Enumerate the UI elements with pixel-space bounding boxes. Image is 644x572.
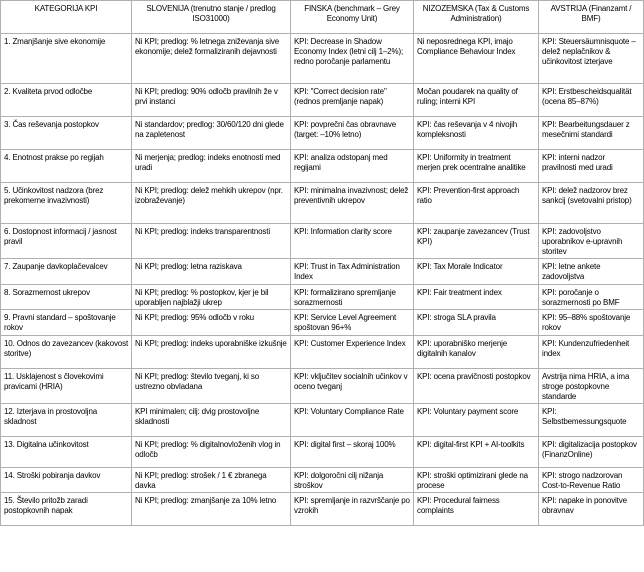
- cell-austria: KPI: letne ankete zadovoljstva: [539, 259, 644, 285]
- cell-finland: KPI: povprečni čas obravnave (target: –10% letno): [291, 117, 414, 150]
- cell-category: 2. Kvaliteta prvod odločbe: [1, 84, 132, 117]
- table-row: [1, 404, 644, 437]
- cell-slovenia: Ni KPI; predlog: letna raziskava: [132, 259, 291, 285]
- cell-slovenia: Ni KPI; predlog: % letnega zniževanja sive ekonomije; delež formaliziranih dejavnosti: [132, 34, 291, 84]
- cell-netherlands: Močan poudarek na quality of ruling; interni KPI: [414, 84, 539, 117]
- cell-austria: KPI: 95–88% spoštovanje rokov: [539, 310, 644, 336]
- cell-netherlands: KPI: čas reševanja v 4 nivojih kompleksnosti: [414, 117, 539, 150]
- cell-slovenia: Ni KPI; predlog: % digitalnovloženih vlog in odločb: [132, 437, 291, 468]
- table-row: [1, 259, 644, 285]
- cell-category: 5. Učinkovitost nadzora (brez prekomerne invazivnosti): [1, 183, 132, 224]
- cell-category: 15. Število pritožb zaradi postopkovnih napak: [1, 493, 132, 526]
- table-row: [1, 336, 644, 369]
- cell-austria: KPI: Bearbeitungsdauer z mesečnimi standardi: [539, 117, 644, 150]
- table-row: [1, 84, 644, 117]
- cell-slovenia: KPI minimalen; cilj: dvig prostovoljne skladnosti: [132, 404, 291, 437]
- cell-netherlands: Ni neposrednega KPI, imajo Compliance Behaviour Index: [414, 34, 539, 84]
- cell-netherlands: KPI: Fair treatment index: [414, 285, 539, 310]
- cell-category: 12. Izterjava in prostovoljna skladnost: [1, 404, 132, 437]
- cell-finland: KPI: digital first – skoraj 100%: [291, 437, 414, 468]
- cell-austria: KPI: Kundenzufriedenheit index: [539, 336, 644, 369]
- table-row: [1, 183, 644, 224]
- cell-finland: KPI: Customer Experience Index: [291, 336, 414, 369]
- table-row: [1, 310, 644, 336]
- cell-category: 4. Enotnost prakse po regijah: [1, 150, 132, 183]
- cell-austria: KPI: zadovoljstvo uporabnikov e-upravnih storitev: [539, 224, 644, 259]
- cell-slovenia: Ni KPI; predlog: delež mehkih ukrepov (npr. izobraževanje): [132, 183, 291, 224]
- cell-finland: KPI: formalizirano spremljanje sorazmernosti: [291, 285, 414, 310]
- cell-finland: KPI: Voluntary Compliance Rate: [291, 404, 414, 437]
- cell-finland: KPI: vključitev socialnih učinkov v oceno tveganj: [291, 369, 414, 404]
- cell-austria: Avstrija nima HRIA, a ima stroge postopkovne standarde: [539, 369, 644, 404]
- cell-finland: KPI: Decrease in Shadow Economy Index (letni cilj 1–2%); redno poročanje parlamentu: [291, 34, 414, 84]
- cell-austria: KPI: poročanje o sorazmernosti po BMF: [539, 285, 644, 310]
- cell-slovenia: Ni KPI; predlog: 95% odločb v roku: [132, 310, 291, 336]
- table-row: [1, 493, 644, 526]
- table-row: [1, 224, 644, 259]
- cell-austria: KPI: strogo nadzorovan Cost-to-Revenue Ratio: [539, 468, 644, 493]
- cell-slovenia: Ni KPI; predlog: število tveganj, ki so ustrezno obvladana: [132, 369, 291, 404]
- cell-finland: KPI: analiza odstopanj med regijami: [291, 150, 414, 183]
- cell-netherlands: KPI: zaupanje zavezancev (Trust KPI): [414, 224, 539, 259]
- cell-netherlands: KPI: Procedural fairness complaints: [414, 493, 539, 526]
- cell-category: 14. Stroški pobiranja davkov: [1, 468, 132, 493]
- header-austria: AVSTRIJA (Finanzamt / BMF): [539, 1, 644, 34]
- cell-category: 3. Čas reševanja postopkov: [1, 117, 132, 150]
- table-row: [1, 150, 644, 183]
- cell-austria: KPI: delež nadzorov brez sankcij (svetovalni pristop): [539, 183, 644, 224]
- cell-austria: KPI: Selbstbemessungsquote: [539, 404, 644, 437]
- cell-finland: KPI: Information clarity score: [291, 224, 414, 259]
- cell-austria: KPI: Steuersäumnisquote – delež neplačnikov & učinkovitost izterjave: [539, 34, 644, 84]
- cell-slovenia: Ni KPI; predlog: indeks uporabniške izkušnje: [132, 336, 291, 369]
- cell-netherlands: KPI: Prevention-first approach ratio: [414, 183, 539, 224]
- cell-netherlands: KPI: stroga SLA pravila: [414, 310, 539, 336]
- cell-netherlands: KPI: ocena pravičnosti postopkov: [414, 369, 539, 404]
- cell-category: 7. Zaupanje davkoplačevalcev: [1, 259, 132, 285]
- cell-slovenia: Ni KPI; predlog: indeks transparentnosti: [132, 224, 291, 259]
- cell-netherlands: KPI: Uniformity in treatment merjen prek ocentralne analitike: [414, 150, 539, 183]
- cell-slovenia: Ni KPI; predlog: % postopkov, kjer je bil uporabljen najblažji ukrep: [132, 285, 291, 310]
- cell-finland: KPI: spremljanje in razvrščanje po vzrokih: [291, 493, 414, 526]
- cell-netherlands: KPI: uporabniško merjenje digitalnih kanalov: [414, 336, 539, 369]
- cell-category: 9. Pravni standard – spoštovanje rokov: [1, 310, 132, 336]
- cell-austria: KPI: interni nadzor pravilnosti med uradi: [539, 150, 644, 183]
- cell-netherlands: KPI: Tax Morale Indicator: [414, 259, 539, 285]
- cell-austria: KPI: digitalizacija postopkov (FinanzOnline): [539, 437, 644, 468]
- cell-category: 6. Dostopnost informacij / jasnost pravil: [1, 224, 132, 259]
- cell-finland: KPI: Service Level Agreement spoštovan 96+%: [291, 310, 414, 336]
- header-netherlands: NIZOZEMSKA (Tax & Customs Administration): [414, 1, 539, 34]
- cell-austria: KPI: Erstbescheidsqualität (ocena 85–87%): [539, 84, 644, 117]
- table-body: [1, 34, 644, 526]
- table-header-row: [1, 1, 644, 34]
- cell-finland: KPI: minimalna invazivnost; delež preventivnih ukrepov: [291, 183, 414, 224]
- cell-category: 8. Sorazmernost ukrepov: [1, 285, 132, 310]
- cell-austria: KPI: napake in ponovitve obravnav: [539, 493, 644, 526]
- cell-category: 1. Zmanjšanje sive ekonomije: [1, 34, 132, 84]
- cell-slovenia: Ni standardov; predlog: 30/60/120 dni glede na zapletenost: [132, 117, 291, 150]
- cell-slovenia: Ni merjenja; predlog: indeks enotnosti med uradi: [132, 150, 291, 183]
- cell-finland: KPI: dolgoročni cilj nižanja stroškov: [291, 468, 414, 493]
- header-category: KATEGORIJA KPI: [1, 1, 132, 34]
- cell-category: 11. Usklajenost s človekovimi pravicami (HRIA): [1, 369, 132, 404]
- cell-netherlands: KPI: stroški optimizirani glede na procese: [414, 468, 539, 493]
- table-row: [1, 369, 644, 404]
- table-row: [1, 437, 644, 468]
- table-row: [1, 34, 644, 84]
- cell-netherlands: KPI: Voluntary payment score: [414, 404, 539, 437]
- cell-category: 10. Odnos do zavezancev (kakovost storitve): [1, 336, 132, 369]
- cell-category: 13. Digitalna učinkovitost: [1, 437, 132, 468]
- cell-finland: KPI: "Correct decision rate" (rednos premljanje napak): [291, 84, 414, 117]
- cell-netherlands: KPI: digital-first KPI + AI-toolkits: [414, 437, 539, 468]
- table-row: [1, 285, 644, 310]
- cell-finland: KPI: Trust in Tax Administration Index: [291, 259, 414, 285]
- cell-slovenia: Ni KPI; predlog: zmanjšanje za 10% letno: [132, 493, 291, 526]
- cell-slovenia: Ni KPI; predlog: strošek / 1 € zbranega davka: [132, 468, 291, 493]
- header-finland: FINSKA (benchmark – Grey Economy Unit): [291, 1, 414, 34]
- table-row: [1, 468, 644, 493]
- cell-slovenia: Ni KPI; predlog: 90% odločb pravilnih že v prvi instanci: [132, 84, 291, 117]
- table-row: [1, 117, 644, 150]
- header-slovenia: SLOVENIJA (trenutno stanje / predlog ISO31000): [132, 1, 291, 34]
